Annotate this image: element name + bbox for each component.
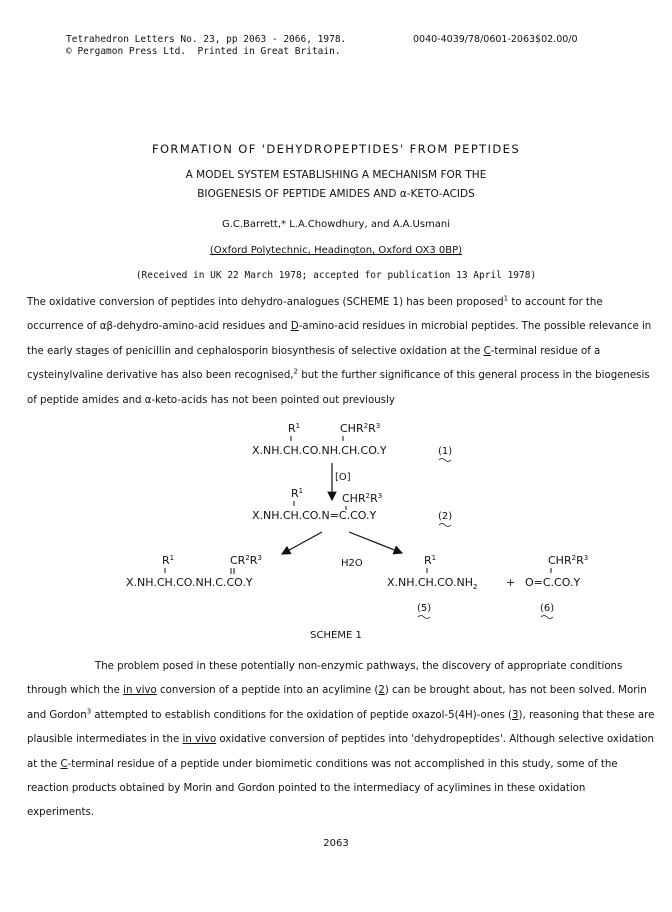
compound-2-structure: X.NH.CH.CO.N=C.CO.Y bbox=[252, 509, 377, 522]
compound-6-number: (6) bbox=[540, 603, 555, 614]
para2-text-4: attempted to establish conditions for the oxidation of peptide oxazol-5(4H)-ones ( bbox=[91, 709, 513, 721]
para2-text-7: -terminal residue of a peptide under biomimetic conditions was not accomplished in this study, some of the reaction products obtained by Morin and Gordon pointed to the intermediacy of acylimines in these oxidation experiments. bbox=[27, 758, 618, 819]
in-vivo-1: in vivo bbox=[123, 685, 157, 697]
para1-text-3: -amino-acid residues in microbial peptides. The possible relevance in the early stages of penicillin and cephalosporin biosynthesis of selective oxidation at the bbox=[27, 321, 652, 357]
ref-1: 1 bbox=[503, 294, 509, 303]
para1-text-1: The oxidative conversion of peptides into dehydro-analogues (SCHEME 1) has been proposed bbox=[27, 297, 504, 308]
ref-3: 3 bbox=[86, 707, 92, 716]
d-configuration: D bbox=[290, 321, 299, 333]
para2-text-3: ) can be brought about, has not been solved. Morin and Gordon bbox=[27, 685, 647, 721]
para2-text-1: The problem posed in these potentially non-enzymic pathways, the discovery of appropriate conditions through which the bbox=[27, 661, 623, 697]
scheme-1-diagram bbox=[0, 414, 672, 646]
c6-side-chain: $CHR^2R^3$ bbox=[548, 554, 589, 567]
paper-subtitle-line-1: A MODEL SYSTEM ESTABLISHING A MECHANISM FOR THE bbox=[185, 169, 487, 181]
paragraph-problem bbox=[27, 655, 655, 826]
water-label: H2O bbox=[341, 558, 363, 569]
paper-title: FORMATION OF 'DEHYDROPEPTIDES' FROM PEPTIDES bbox=[151, 142, 521, 156]
c4-r1-label: $R^1$ bbox=[162, 554, 175, 567]
c2-r1-label: $R^1$ bbox=[291, 487, 304, 500]
para1-text-2: to account for the occurrence of αβ-dehydro-amino-acid residues and bbox=[27, 297, 603, 333]
ref-2: 2 bbox=[293, 367, 298, 376]
page-number: 2063 bbox=[323, 838, 349, 849]
para2-text-6: oxidative conversion of peptides into 'dehydropeptides'. Although selective oxidation at the bbox=[27, 734, 655, 770]
publisher-line: © Pergamon Press Ltd. Printed in Great Britain. bbox=[66, 46, 341, 57]
para2-text-2: conversion of a peptide into an acylimine ( bbox=[156, 685, 379, 697]
affiliation: (Oxford Polytechnic, Headington, Oxford OX3 0BP) bbox=[209, 245, 463, 256]
compound-5-structure: $X.NH.CH.CO.NH_2$ bbox=[387, 576, 478, 591]
para1-text-5: but the further significance of this general process in the biogenesis of peptide amides and α-keto-acids has not been pointed out previously bbox=[27, 370, 650, 406]
c5-r1-label: $R^1$ bbox=[424, 554, 437, 567]
c4-side-chain: $CR^2R^3$ bbox=[230, 554, 262, 567]
compound-2-number: (2) bbox=[438, 511, 453, 522]
c1-side-chain: $CHR^2R^3$ bbox=[340, 422, 381, 435]
journal-citation: Tetrahedron Letters No. 23, pp 2063 - 2066, 1978. bbox=[66, 34, 347, 45]
paragraph-intro bbox=[27, 291, 655, 413]
c-terminal-letter-2: C bbox=[60, 758, 68, 770]
article-code: 0040-4039/78/0601-2063$02.00/0 bbox=[413, 34, 578, 45]
para1-text-4: -terminal residue of a cysteinylvaline derivative has also been recognised, bbox=[27, 345, 601, 382]
paper-subtitle-line-2: BIOGENESIS OF PEPTIDE AMIDES AND α-KETO-ACIDS bbox=[197, 188, 475, 200]
dehydropeptide-structure: X.NH.CH.CO.NH.C.CO.Y bbox=[126, 576, 253, 589]
plus-sign: + bbox=[506, 576, 516, 589]
scheme-label: SCHEME 1 bbox=[310, 630, 362, 641]
compound-1-number: (1) bbox=[438, 446, 453, 457]
para2-text-5: ), reasoning that these are plausible intermediates in the bbox=[27, 709, 655, 746]
compound-ref-2: 2 bbox=[378, 685, 385, 697]
c2-side-chain: $CHR^2R^3$ bbox=[342, 492, 383, 505]
received-dates: (Received in UK 22 March 1978; accepted for publication 13 April 1978) bbox=[135, 270, 537, 281]
in-vivo-2: in vivo bbox=[182, 734, 217, 746]
c1-r1-label: $R^1$ bbox=[288, 422, 301, 435]
compound-1-structure: X.NH.CH.CO.NH.CH.CO.Y bbox=[252, 444, 387, 457]
compound-6-structure: O=C.CO.Y bbox=[525, 576, 581, 589]
compound-5-number: (5) bbox=[417, 603, 432, 614]
author-list: G.C.Barrett,* L.A.Chowdhury, and A.A.Usmani bbox=[221, 219, 451, 230]
c-terminal-letter: C bbox=[483, 345, 491, 357]
compound-ref-3: 3 bbox=[512, 709, 519, 721]
oxidant-label: [O] bbox=[335, 472, 351, 483]
